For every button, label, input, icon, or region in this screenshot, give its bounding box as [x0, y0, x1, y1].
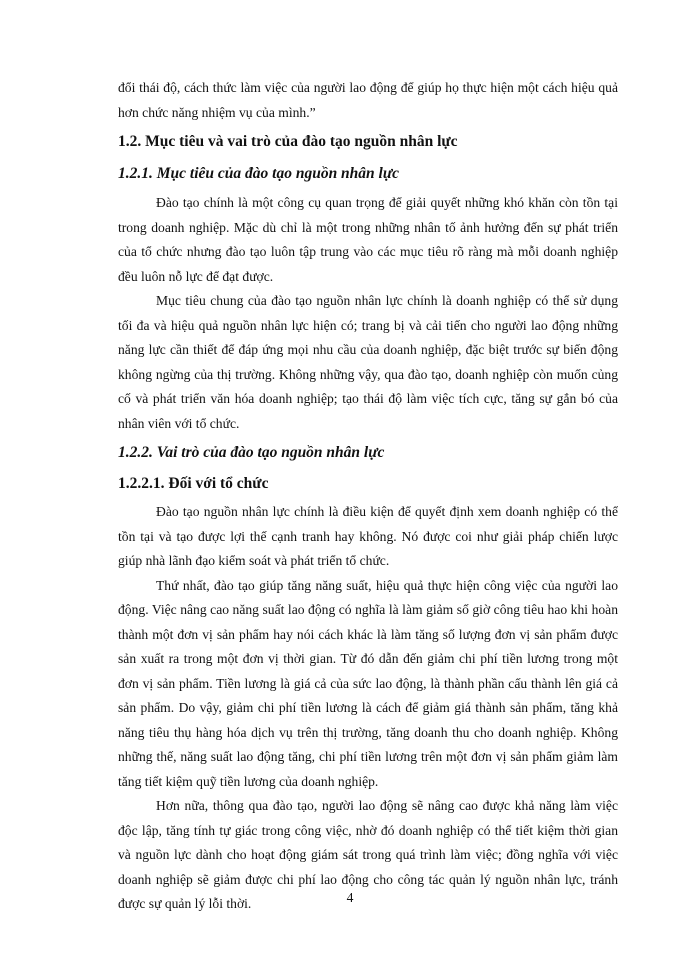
section-heading-1-2-2: 1.2.2. Vai trò của đào tạo nguồn nhân lực: [118, 444, 385, 461]
page-number: 4: [346, 890, 354, 905]
paragraph-role-2: Thứ nhất, đào tạo giúp tăng năng suất, hiệu quả thực hiện công việc của người lao động. Việc nâng cao năng suất lao động có nghĩa là làm giảm số giờ công tiêu hao khi hoàn thành một đơn vị sản phẩm hay nói cách khác là làm tăng số lượng đơn vị sản phẩm được sản xuất ra trong một đơn vị thời gian. Từ đó dẫn đến giảm chi phí tiền lương trong một đơn vị sản phẩm. Tiền lương là giá cả của sức lao động, là thành phần cấu thành lên giá cả sản phẩm. Do vậy, giảm chi phí tiền lương là cách để giảm giá thành sản phẩm, tăng khả năng tiêu thụ hàng hóa dịch vụ trên thị trường, tăng doanh thu cho doanh nghiệp. Không những thế, năng suất lao động tăng, chi phí tiền lương trên một đơn vị sản phẩm giảm làm tăng tiết kiệm quỹ tiền lương của doanh nghiệp.: [118, 577, 618, 789]
paragraph-role-1: Đào tạo nguồn nhân lực chính là điều kiện để quyết định xem doanh nghiệp có thể tồn tại và tạo được lợi thế cạnh tranh hay không. Nó được coi như giải pháp chiến lược giúp nhà lãnh đạo kiểm soát và phát triển tổ chức.: [118, 504, 618, 568]
section-heading-1-2-1: 1.2.1. Mục tiêu của đào tạo nguồn nhân lực: [118, 165, 400, 182]
paragraph-objective-2: Mục tiêu chung của đào tạo nguồn nhân lực chính là doanh nghiệp có thể sử dụng tối đa và hiệu quả nguồn nhân lực hiện có; trang bị và cải tiến cho người lao động những năng lực cần thiết để đáp ứng mọi nhu cầu của doanh nghiệp, đặc biệt trước sự biến động không ngừng của thị trường. Không những vậy, qua đào tạo, doanh nghiệp còn muốn củng cố và phát triển văn hóa doanh nghiệp; tạo thái độ làm việc tích cực, tăng sự gắn bó của nhân viên với tổ chức.: [118, 293, 618, 431]
paragraph-role-3: Hơn nữa, thông qua đào tạo, người lao động sẽ nâng cao được khả năng làm việc độc lập, tăng tính tự giác trong công việc, nhờ đó doanh nghiệp có thể tiết kiệm thời gian và nguồn lực dành cho hoạt động giám sát trong quá trình làm việc; đồng nghĩa với việc doanh nghiệp sẽ giảm được chi phí lao động cho công tác quản lý nguồn nhân lực, tránh được sự quản lý lỗi thời.: [118, 798, 618, 911]
section-heading-1-2: 1.2. Mục tiêu và vai trò của đào tạo nguồn nhân lực: [118, 133, 458, 150]
continuation-paragraph: đổi thái độ, cách thức làm việc của người lao động để giúp họ thực hiện một cách hiệu quả hơn chức năng nhiệm vụ của mình.”: [118, 80, 618, 120]
section-heading-1-2-2-1: 1.2.2.1. Đối với tổ chức: [118, 475, 269, 492]
page-content: [118, 76, 618, 917]
paragraph-objective-1: Đào tạo chính là một công cụ quan trọng để giải quyết những khó khăn còn tồn tại trong doanh nghiệp. Mặc dù chỉ là một trong những nhân tố ảnh hưởng đến sự phát triển của tổ chức nhưng đào tạo luôn tập trung vào các mục tiêu rõ ràng mà mỗi doanh nghiệp đều luôn nỗ lực để đạt được.: [118, 195, 618, 284]
